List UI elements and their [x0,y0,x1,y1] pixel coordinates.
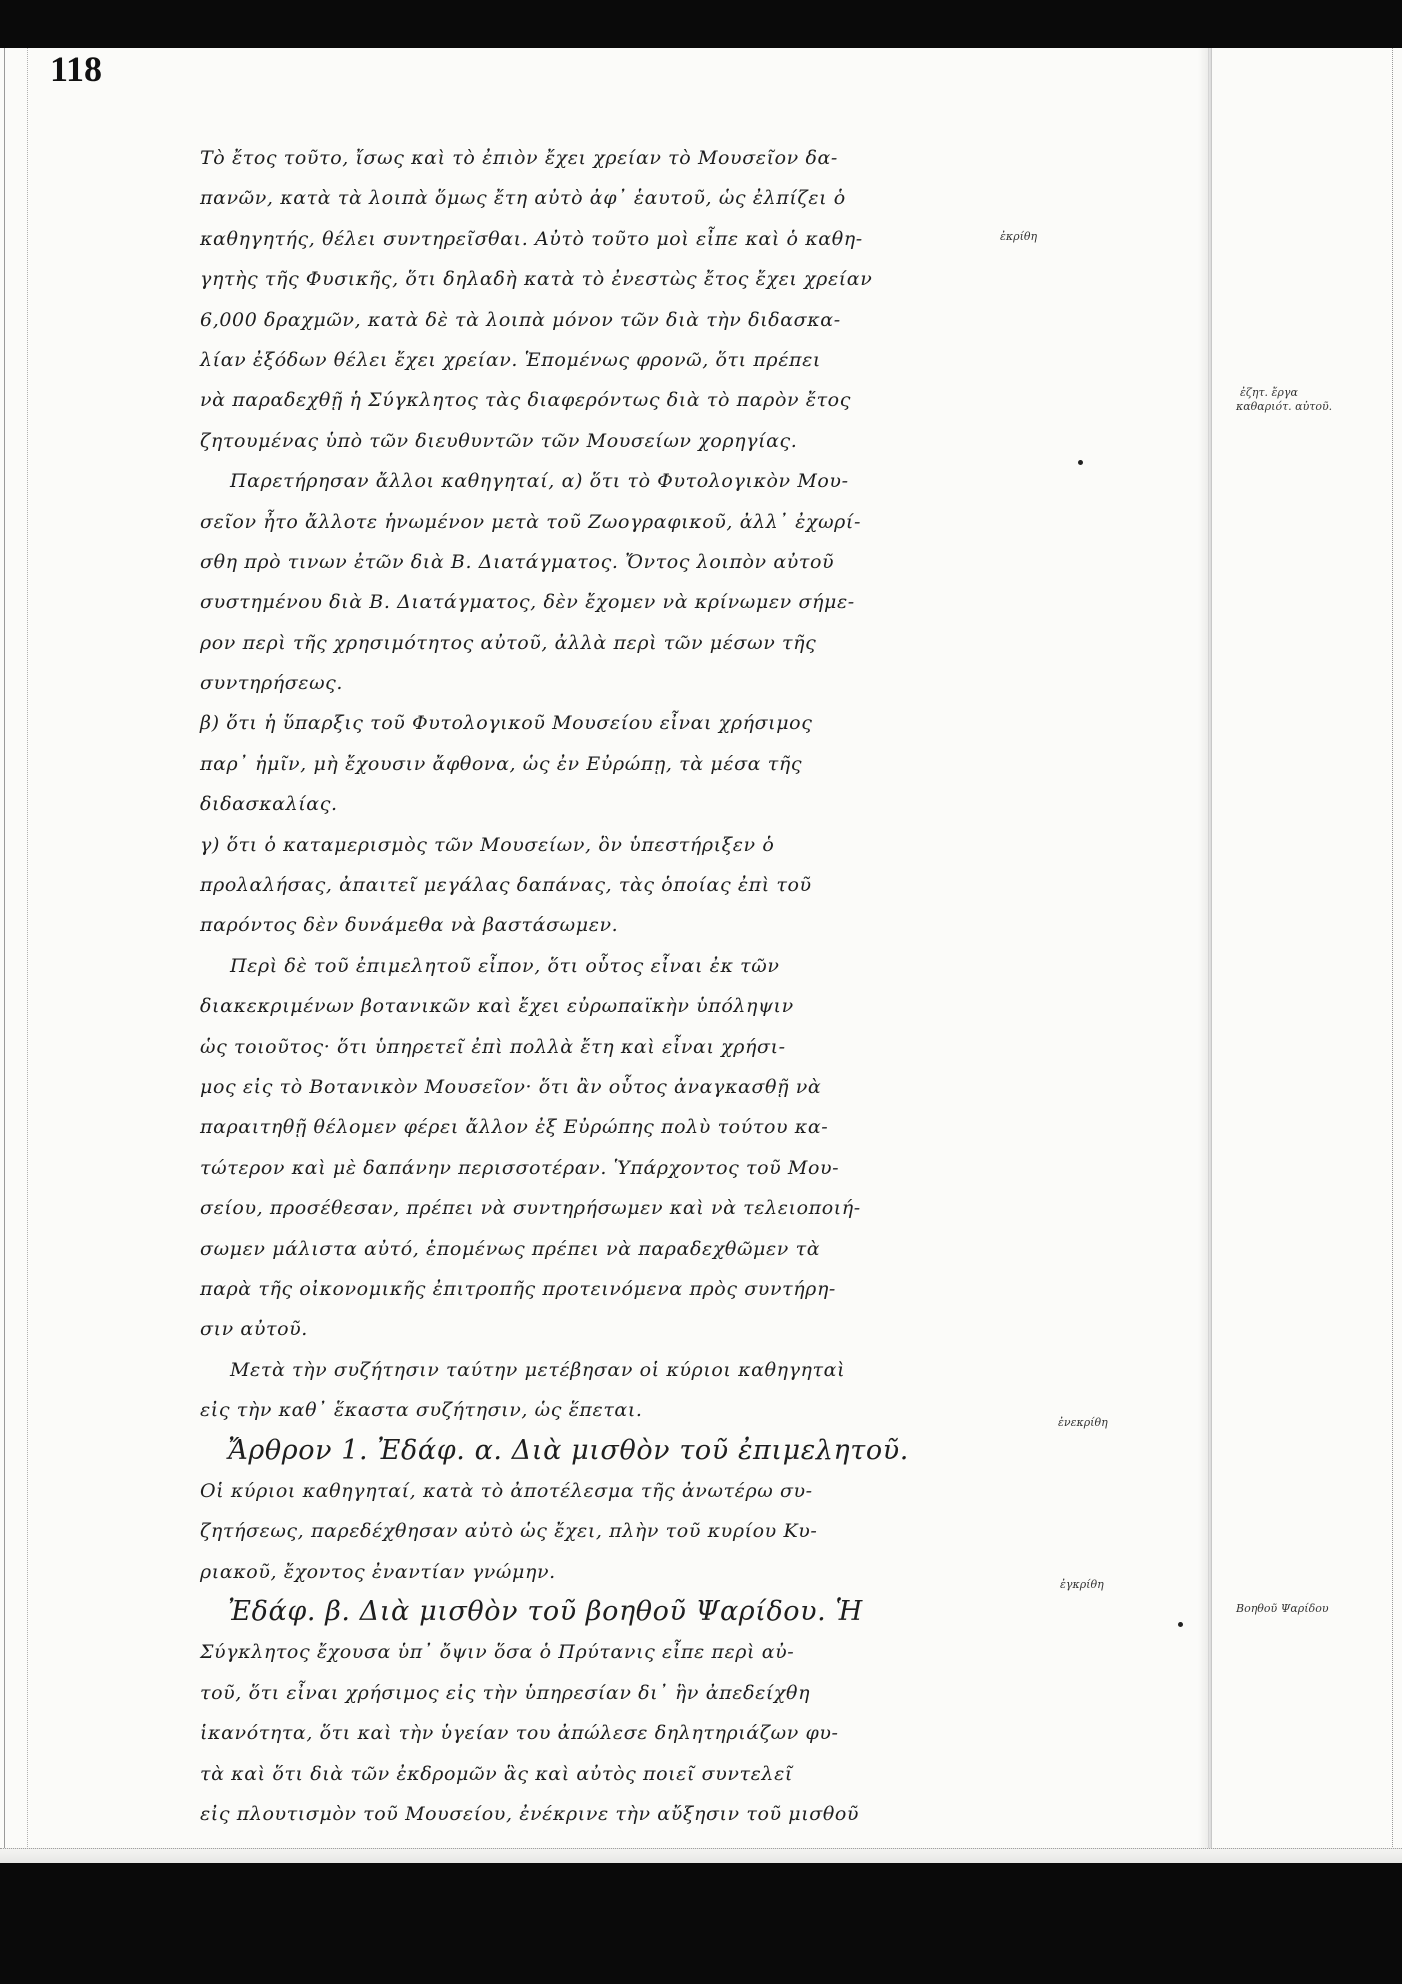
page-left-edge [4,48,28,1863]
page-fold-shadow [1198,48,1208,1863]
text-line: παρ᾽ ἡμῖν, μὴ ἔχουσιν ἄφθονα, ὡς ἐν Εὐρώπῃ, τὰ μέσα τῆς [200,752,803,775]
text-line: λίαν ἐξόδων θέλει ἔχει χρείαν. Ἑπομένως φρονῶ, ὅτι πρέπει [200,348,821,371]
text-line: σθη πρὸ τινων ἐτῶν διὰ Β. Διατάγματος. Ὄντος λοιπὸν αὐτοῦ [200,550,835,573]
text-line: Μετὰ τὴν συζήτησιν ταύτην μετέβησαν οἱ κύριοι καθηγηταὶ [230,1358,846,1381]
article-heading: Ἄρθρον 1. Ἐδάφ. α. Διὰ μισθὸν τοῦ ἐπιμελητοῦ. [228,1434,909,1466]
text-line: προλαλήσας, ἀπαιτεῖ μεγάλας δαπάνας, τὰς ὁποίας ἐπὶ τοῦ [200,874,812,897]
text-line: ἱκανότητα, ὅτι καὶ τὴν ὑγείαν του ἀπώλεσε δηλητηριάζων φυ- [200,1722,839,1745]
text-line: σείου, προσέθεσαν, πρέπει νὰ συντηρήσωμεν καὶ νὰ τελειοποιή- [200,1197,861,1220]
text-line: ζητουμένας ὑπὸ τῶν διευθυντῶν τῶν Μουσείων χορηγίας. [200,429,798,452]
text-line: σεῖον ἦτο ἄλλοτε ἡνωμένον μετὰ τοῦ Ζωογραφικοῦ, ἀλλ᾽ ἐχωρί- [200,510,861,533]
margin-note: καθαριότ. αὐτοῦ. [1236,400,1333,413]
text-line: ριακοῦ, ἔχοντος ἐναντίαν γνώμην. [200,1560,556,1583]
ink-dot [1078,460,1083,465]
text-line: Παρετήρησαν ἄλλοι καθηγηταί, α) ὅτι τὸ Φυτολογικὸν Μου- [230,470,849,493]
margin-note: ἐζητ. ἔργα [1240,386,1298,399]
text-line: συστημένου διὰ Β. Διατάγματος, δὲν ἔχομεν νὰ κρίνωμεν σήμε- [200,591,855,614]
text-line: καθηγητής, θέλει συντηρεῖσθαι. Αὐτὸ τοῦτο μοὶ εἶπε καὶ ὁ καθη- [200,227,863,250]
page-number: 118 [50,49,103,89]
text-line: 6,000 δραχμῶν, κατὰ δὲ τὰ λοιπὰ μόνον τῶν διὰ τὴν διδασκα- [200,308,841,331]
text-line: νὰ παραδεχθῇ ἡ Σύγκλητος τὰς διαφερόντως διὰ τὸ παρὸν ἔτος [200,389,851,412]
margin-note: Βοηθοῦ Ψαρίδου [1236,1602,1329,1615]
text-line: εἰς τὴν καθ᾽ ἕκαστα συζήτησιν, ὡς ἕπεται. [200,1399,643,1422]
text-line: γητὴς τῆς Φυσικῆς, ὅτι δηλαδὴ κατὰ τὸ ἐνεστὼς ἔτος ἔχει χρείαν [200,268,873,291]
page-bottom-edge [0,1848,1402,1863]
text-line: ὡς τοιοῦτος· ὅτι ὑπηρετεῖ ἐπὶ πολλὰ ἔτη καὶ εἶναι χρήσι- [200,1035,786,1058]
text-line: Τὸ ἔτος τοῦτο, ἴσως καὶ τὸ ἐπιὸν ἔχει χρείαν τὸ Μουσεῖον δα- [200,147,838,169]
page-right-edge [1392,48,1402,1863]
margin-note: ἐγκρίθη [1060,1578,1104,1591]
page-fold [1208,48,1212,1863]
text-line: ζητήσεως, παρεδέχθησαν αὐτὸ ὡς ἔχει, πλὴν τοῦ κυρίου Κυ- [200,1520,818,1543]
text-line: πανῶν, κατὰ τὰ λοιπὰ ὅμως ἔτη αὐτὸ ἀφ᾽ ἑαυτοῦ, ὡς ἐλπίζει ὁ [200,187,846,210]
text-line: γ) ὅτι ὁ καταμερισμὸς τῶν Μουσείων, ὃν ὑπεστήριξεν ὁ [200,833,775,856]
text-line: διδασκαλίας. [200,793,338,816]
margin-note: ἐκρίθη [1000,230,1038,243]
text-line: μος εἰς τὸ Βοτανικὸν Μουσεῖον· ὅτι ἂν οὗτος ἀναγκασθῇ νὰ [200,1075,822,1098]
text-line: ρον περὶ τῆς χρησιμότητος αὐτοῦ, ἀλλὰ περὶ τῶν μέσων τῆς [200,631,817,654]
manuscript-body [200,138,1055,1834]
text-line: συντηρήσεως. [200,672,344,695]
text-line: τὰ καὶ ὅτι διὰ τῶν ἐκδρομῶν ἃς καὶ αὐτὸς ποιεῖ συντελεῖ [200,1762,793,1785]
document-page [0,48,1402,1863]
text-line: τώτερον καὶ μὲ δαπάνην περισσοτέραν. Ὑπάρχοντος τοῦ Μου- [200,1156,840,1179]
margin-note: ἐνεκρίθη [1058,1416,1108,1429]
text-line: Σύγκλητος ἔχουσα ὑπ᾽ ὄψιν ὅσα ὁ Πρύτανις εἶπε περὶ αὐ- [200,1641,795,1664]
text-line: παραιτηθῇ θέλομεν φέρει ἄλλον ἐξ Εὐρώπης πολὺ τούτου κα- [200,1116,829,1139]
text-line: διακεκριμένων βοτανικῶν καὶ ἔχει εὐρωπαϊκὴν ὑπόληψιν [200,995,794,1018]
paragraph-heading: Ἐδάφ. β. Διὰ μισθὸν τοῦ βοηθοῦ Ψαρίδου. Ἡ [228,1596,863,1628]
text-line: σιν αὐτοῦ. [200,1318,308,1341]
text-line: Περὶ δὲ τοῦ ἐπιμελητοῦ εἶπον, ὅτι οὗτος εἶναι ἐκ τῶν [230,954,780,977]
text-line: τοῦ, ὅτι εἶναι χρήσιμος εἰς τὴν ὑπηρεσίαν δι᾽ ἣν ἀπεδείχθη [200,1681,811,1704]
text-line: σωμεν μάλιστα αὐτό, ἑπομένως πρέπει νὰ παραδεχθῶμεν τὰ [200,1237,821,1260]
text-line: β) ὅτι ἡ ὕπαρξις τοῦ Φυτολογικοῦ Μουσείου εἶναι χρήσιμος [200,712,813,735]
text-line: εἰς πλουτισμὸν τοῦ Μουσείου, ἐνέκρινε τὴν αὔξησιν τοῦ μισθοῦ [200,1803,860,1826]
ink-dot [1178,1622,1183,1627]
text-line: παρόντος δὲν δυνάμεθα νὰ βαστάσωμεν. [200,914,619,937]
text-line: Οἱ κύριοι καθηγηταί, κατὰ τὸ ἀποτέλεσμα τῆς ἀνωτέρω συ- [200,1479,813,1502]
text-line: παρὰ τῆς οἰκονομικῆς ἐπιτροπῆς προτεινόμενα πρὸς συντήρη- [200,1277,836,1300]
